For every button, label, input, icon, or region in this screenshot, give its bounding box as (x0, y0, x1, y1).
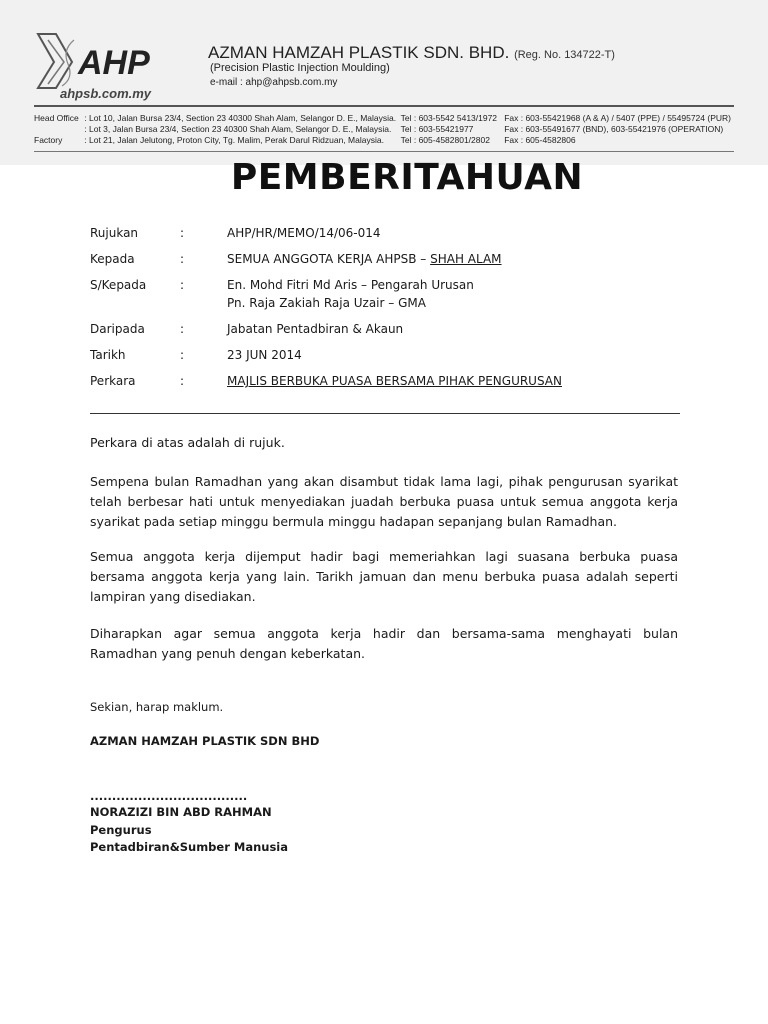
meta-label: Rujukan (90, 226, 139, 240)
registration-number: (Reg. No. 134722-T) (514, 49, 615, 61)
meta-value: 23 JUN 2014 (227, 348, 302, 362)
meta-value-underlined: SHAH ALAM (430, 252, 502, 266)
company-email: e-mail : ahp@ahpsb.com.my (210, 77, 338, 88)
meta-value-line1: En. Mohd Fitri Md Aris – Pengarah Urusan (227, 278, 474, 292)
meta-row-skepada (90, 278, 690, 296)
company-name-text: AZMAN HAMZAH PLASTIK SDN. BHD. (208, 43, 510, 62)
svg-text:AHP: AHP (78, 44, 150, 82)
address-tel: Tel : 603-55421977 (400, 124, 474, 134)
body-paragraph-4: Diharapkan agar semua anggota kerja hadir dan bersama-sama menghayati bulan Ramadhan yang penuh dengan keberkatan. (90, 626, 678, 661)
meta-colon: : (180, 278, 185, 292)
meta-label: Kepada (90, 252, 135, 266)
letterhead-bottom-divider (34, 151, 734, 152)
signatory-position-1: Pengurus (90, 823, 152, 837)
signatory-position-2: Pentadbiran&Sumber Manusia (90, 840, 289, 854)
letterhead-divider (34, 105, 734, 107)
memo-header (90, 226, 690, 388)
meta-colon: : (180, 226, 185, 240)
logo-url: ahpsb.com.my (60, 86, 152, 101)
closing-remark: Sekian, harap maklum. (90, 700, 224, 714)
ahp-logo-icon (34, 30, 184, 92)
meta-value-text: SEMUA ANGGOTA KERJA AHPSB – (227, 252, 431, 266)
document-title: PEMBERITAHUAN (230, 157, 584, 198)
address-fax: Fax : 603-55491677 (BND), 603-55421976 (OPERATION) (504, 124, 724, 134)
signatory-name: NORAZIZI BIN ABD RAHMAN (90, 805, 272, 819)
meta-label: Tarikh (90, 348, 126, 362)
meta-row-daripada (90, 322, 690, 340)
address-row (34, 135, 734, 146)
body-paragraph-2: Sempena bulan Ramadhan yang akan disambut tidak lama lagi, pihak pengurusan syarikat telah berbesar hati untuk menyediakan juadah berbuka puasa untuk semua anggota kerja syarikat pada setiap minggu bermula minggu hadapan sepanjang bulan Ramadhan. (90, 474, 678, 529)
address-block (34, 113, 734, 146)
address-tel: Tel : 603-5542 5413/1972 (400, 113, 498, 123)
meta-colon: : (180, 322, 185, 336)
meta-colon: : (180, 348, 185, 362)
company-name (208, 43, 615, 63)
closing-company: AZMAN HAMZAH PLASTIK SDN BHD (90, 734, 320, 748)
address-text: : Lot 21, Jalan Jelutong, Proton City, Tg. Malim, Perak Darul Ridzuan, Malaysia. (84, 135, 384, 145)
meta-label: Daripada (90, 322, 145, 336)
meta-value (227, 252, 502, 266)
address-row (34, 124, 734, 135)
meta-value-subject: MAJLIS BERBUKA PUASA BERSAMA PIHAK PENGURUSAN (227, 374, 562, 388)
meta-row-tarikh (90, 348, 690, 366)
header-divider (90, 413, 680, 414)
address-label: Head Office (34, 113, 79, 123)
body-paragraph-3: Semua anggota kerja dijemput hadir bagi memeriahkan lagi suasana berbuka puasa bersama anggota kerja yang lain. Tarikh jamuan dan menu berbuka puasa adalah seperti lampiran yang disediakan. (90, 549, 678, 604)
address-label: Factory (34, 135, 63, 145)
address-row (34, 113, 734, 124)
address-label (34, 124, 84, 135)
address-text: : Lot 3, Jalan Bursa 23/4, Section 23 40300 Shah Alam, Selangor D. E., Malaysia. (84, 124, 392, 134)
letterhead (0, 0, 768, 165)
meta-label: S/Kepada (90, 278, 147, 292)
meta-value: AHP/HR/MEMO/14/06-014 (227, 226, 381, 240)
signature-line: .................................... (90, 789, 248, 803)
body-paragraph-1: Perkara di atas adalah di rujuk. (90, 435, 285, 450)
address-tel: Tel : 605-4582801/2802 (400, 135, 490, 145)
meta-row-kepada (90, 252, 690, 270)
meta-colon: : (180, 252, 185, 266)
meta-row-skepada-2 (90, 296, 690, 314)
address-fax: Fax : 605-4582806 (504, 135, 576, 145)
meta-row-rujukan (90, 226, 690, 244)
meta-value: Jabatan Pentadbiran & Akaun (227, 322, 404, 336)
address-fax: Fax : 603-55421968 (A & A) / 5407 (PPE) / 55495724 (PUR) (504, 113, 731, 123)
meta-label: Perkara (90, 374, 136, 388)
meta-colon: : (180, 374, 185, 388)
meta-value-line2: Pn. Raja Zakiah Raja Uzair – GMA (227, 296, 426, 310)
company-subtitle: (Precision Plastic Injection Moulding) (210, 62, 390, 74)
address-text: : Lot 10, Jalan Bursa 23/4, Section 23 40300 Shah Alam, Selangor D. E., Malaysia. (84, 113, 397, 123)
meta-row-perkara (90, 374, 690, 392)
